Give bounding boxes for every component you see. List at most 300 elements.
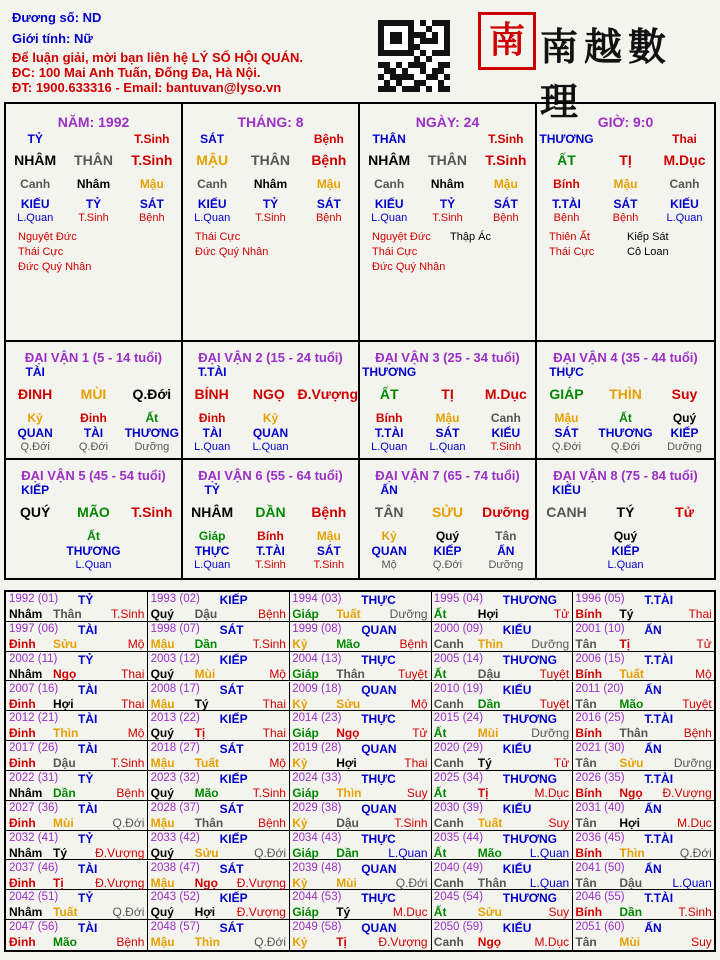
year-label: 2010 (19) [433, 682, 484, 695]
dai-van-title: ĐẠI VẬN 5 (45 - 54 tuổi) [21, 468, 166, 483]
year-stem: Bính [575, 905, 603, 920]
year-stem: Canh [433, 815, 464, 830]
year-star: QUAN [361, 682, 397, 697]
pillar-value: THÂN [428, 152, 467, 168]
year-stem: Ất [433, 786, 447, 800]
year-star: KIẾP [219, 712, 248, 727]
year-cell [431, 801, 573, 831]
year-phase: Bệnh [257, 815, 286, 830]
pillar-row [360, 152, 535, 168]
year-phase: Mộ [127, 726, 145, 741]
year-label: 2046 (55) [575, 891, 625, 904]
year-star: THỰC [361, 831, 396, 846]
year-stem: Canh [433, 696, 464, 711]
year-cell [572, 711, 714, 741]
dai-van-value: THƯƠNG [362, 365, 417, 379]
year-label: 2013 (22) [150, 712, 200, 725]
dai-van-value: SÁT [554, 426, 579, 440]
dai-van-value: THỰC [194, 544, 230, 558]
pillar-value: Canh [20, 177, 51, 191]
dai-van-value: Mộ [381, 559, 397, 571]
year-label: 2029 (38) [292, 801, 342, 814]
year-branch: Dần [619, 905, 643, 920]
star-label: Đức Quý Nhân [195, 246, 269, 258]
year-stem: Kỷ [292, 756, 308, 771]
star-label: Nguyệt Đức [18, 231, 77, 243]
dai-van-title: ĐẠI VẬN 3 (25 - 34 tuổi) [375, 350, 520, 365]
year-cell [6, 771, 148, 801]
year-label: 1992 (01) [9, 593, 59, 605]
year-branch: Mùi [53, 815, 74, 830]
dai-van-value: TÀI [83, 426, 104, 440]
dai-van-title: ĐẠI VẬN 4 (35 - 44 tuổi) [553, 350, 698, 365]
dai-van-value: Quý [672, 411, 697, 425]
year-phase: Suy [548, 815, 570, 830]
year-label: 2021 (30) [575, 742, 625, 755]
year-phase: Suy [406, 786, 428, 800]
dai-van-value: Ất [619, 411, 632, 425]
year-star: KIẾU [502, 682, 532, 697]
year-star: KIẾU [502, 622, 532, 637]
pillar-row [537, 197, 714, 211]
year-cell [289, 771, 431, 801]
dai-van-row [6, 411, 181, 425]
year-stem: Kỷ [292, 875, 308, 890]
year-label: 2028 (37) [150, 801, 200, 814]
dai-van-title: ĐẠI VẬN 2 (15 - 24 tuổi) [198, 350, 343, 365]
dai-van-value: KIẾU [491, 426, 521, 440]
year-branch: Dần [477, 696, 501, 711]
year-phase: M.Dục [392, 905, 428, 920]
year-star: KIẾP [219, 652, 248, 667]
dai-van-row [360, 483, 535, 497]
dai-van-row [537, 411, 714, 425]
year-stem: Giáp [292, 905, 319, 920]
pillar-value: THƯƠNG [539, 132, 594, 146]
pillar-row [360, 132, 535, 146]
year-stem: Nhâm [9, 607, 43, 621]
year-stem: Quý [150, 607, 174, 621]
dai-van-value [655, 483, 714, 497]
logo-text: 南越數理 [540, 24, 673, 124]
year-phase: Q.Đới [254, 935, 286, 950]
pillar-value: T.Sinh [488, 132, 524, 146]
year-star: KIẾU [502, 921, 532, 936]
year-cell [431, 861, 573, 891]
pillar-row [183, 132, 358, 146]
dai-van-value: QUAN [252, 426, 289, 440]
year-branch: Mão [194, 786, 219, 800]
year-cell [148, 682, 290, 712]
year-label: 2045 (54) [433, 891, 484, 904]
pillar-value: Bệnh [553, 212, 580, 224]
year-stem: Mậu [150, 875, 175, 890]
year-stem: Nhâm [9, 845, 43, 860]
dai-van-value [300, 483, 358, 497]
year-label: 2019 (28) [292, 742, 342, 755]
stars-right [627, 230, 669, 260]
year-cell [148, 652, 290, 682]
dai-van-value: THỰC [549, 365, 584, 379]
year-star: QUAN [361, 622, 397, 637]
dai-van-value: Dưỡng [134, 441, 170, 453]
year-phase: Tử [412, 726, 428, 741]
dai-van-value: Q.Đới [132, 386, 172, 402]
pillar-value: Bệnh [492, 212, 519, 224]
star-label: Thái Cực [372, 246, 418, 258]
year-label: 2002 (11) [9, 652, 58, 665]
header-line-gender: Giới tính: Nữ [12, 31, 93, 46]
pillar-row [183, 177, 358, 191]
year-branch: Thìn [53, 726, 79, 741]
year-label: 2033 (42) [150, 831, 200, 844]
dai-van-value: THƯƠNG [124, 426, 179, 440]
dai-van-row [6, 386, 181, 402]
star-label: Thái Cực [195, 231, 241, 243]
year-label: 2031 (40) [575, 801, 625, 814]
year-phase: T.Sinh [678, 905, 712, 920]
year-phase: Đ.Vượng [236, 905, 286, 920]
pillar-value: Canh [197, 177, 228, 191]
pillar-value: Canh [669, 177, 700, 191]
year-stem: Tân [575, 696, 597, 711]
dai-van-value: CANH [546, 504, 587, 520]
pillar-value: SÁT [493, 197, 518, 211]
year-cell [148, 771, 290, 801]
year-cell [572, 682, 714, 712]
dai-van-value: Canh [490, 411, 521, 425]
dai-van-value: GIÁP [549, 386, 584, 402]
year-phase: L.Quan [529, 845, 570, 860]
dai-van-value [123, 559, 181, 571]
year-cell [572, 890, 714, 920]
year-label: 2004 (13) [292, 652, 342, 665]
year-label: 2017 (26) [9, 742, 59, 755]
dai-van-value [300, 365, 358, 379]
pillar-value: TỶ [262, 197, 279, 211]
year-stem: Canh [433, 875, 464, 890]
year-stem: Đinh [9, 935, 36, 950]
year-phase: M.Dục [534, 786, 570, 800]
dai-van-value [596, 483, 655, 497]
dai-van-value: TỊ [441, 386, 454, 402]
year-branch: Tý [336, 905, 351, 920]
pillar-value: Mậu [493, 177, 518, 191]
year-cell [289, 622, 431, 652]
year-stem: Bính [575, 786, 603, 800]
year-label: 2011 (20) [575, 682, 624, 695]
dai-van-value: QUÝ [19, 504, 51, 520]
year-cell [148, 622, 290, 652]
year-cell [431, 711, 573, 741]
year-star: THỰC [361, 772, 396, 786]
year-branch: Tuất [619, 666, 644, 681]
dai-van-row [537, 483, 714, 497]
year-cell [148, 920, 290, 950]
year-branch: Tuất [53, 905, 78, 920]
dai-van-row [537, 504, 714, 520]
dai-van-value: SÁT [435, 426, 460, 440]
dai-van-value: T.Sinh [313, 559, 345, 571]
dai-van-value: Q.Đới [20, 441, 50, 453]
dai-van-value: Dưỡng [667, 441, 702, 453]
year-cell [431, 771, 573, 801]
dai-van-value: Mậu [316, 529, 341, 543]
year-label: 2027 (36) [9, 801, 59, 814]
dai-van-row [360, 559, 535, 571]
year-phase: Suy [691, 935, 712, 950]
year-star: ẤN [644, 921, 662, 936]
pillar-row [537, 212, 714, 224]
year-branch: Mùi [477, 726, 499, 741]
dai-van-value: TÝ [616, 504, 635, 520]
pillar-row [537, 177, 714, 191]
dai-van-value: KIẾP [21, 483, 50, 497]
year-star: QUAN [361, 742, 397, 757]
dai-van-value: TÀI [25, 365, 45, 379]
year-branch: Hợi [619, 815, 640, 830]
year-cell [289, 801, 431, 831]
pillar-title: THÁNG: 8 [237, 114, 304, 130]
year-stem: Mậu [150, 696, 175, 711]
pillar-row [537, 152, 714, 168]
year-phase: Mộ [269, 756, 286, 771]
pillar-value: T.Sinh [255, 212, 286, 224]
year-cell [289, 711, 431, 741]
year-cell [148, 861, 290, 891]
year-phase: Dưỡng [389, 607, 428, 621]
dai-van-row [537, 386, 714, 402]
year-label: 1995 (04) [433, 593, 484, 605]
year-stem: Nhâm [9, 666, 43, 681]
year-label: 2036 (45) [575, 831, 625, 844]
year-phase: M.Dục [534, 935, 570, 950]
year-branch: Mùi [336, 875, 357, 890]
pillar-value [64, 132, 122, 146]
pillar-value: SÁT [200, 132, 225, 146]
dai-van-cell [6, 460, 183, 578]
star-label: Kiếp Sát [627, 231, 669, 243]
year-star: TỶ [78, 652, 94, 667]
year-label: 2040 (49) [433, 861, 484, 874]
dai-van-value: M.Dục [484, 386, 527, 402]
year-label: 2024 (33) [292, 772, 342, 784]
year-star: ẤN [644, 801, 662, 816]
dai-van-value [655, 529, 714, 543]
year-branch: Tuất [336, 607, 361, 621]
year-star: QUAN [361, 801, 397, 816]
qr-code-icon[interactable] [378, 20, 450, 92]
dai-van-value: Suy [671, 386, 698, 402]
year-stem: Mậu [150, 935, 175, 950]
year-star: THƯƠNG [502, 831, 557, 846]
year-label: 1997 (06) [9, 622, 59, 635]
dai-van-value [64, 483, 122, 497]
dai-van-value: ẤN [380, 483, 398, 497]
year-cell [148, 831, 290, 861]
stars-left [549, 230, 594, 260]
year-stem: Giáp [292, 845, 319, 860]
year-cell [572, 801, 714, 831]
year-stem: Bính [575, 726, 603, 741]
year-phase: Đ.Vượng [662, 786, 712, 800]
year-star: TÀI [78, 622, 98, 637]
dai-van-value: ĐINH [18, 386, 53, 402]
pillar-value: L.Quan [666, 212, 703, 224]
year-star: SÁT [219, 622, 244, 637]
year-stem: Bính [575, 607, 603, 621]
annual-table [4, 590, 716, 952]
dai-van-title: ĐẠI VẬN 8 (75 - 84 tuổi) [553, 468, 698, 483]
year-stem: Tân [575, 815, 597, 830]
year-cell [289, 682, 431, 712]
dai-van-cell [360, 460, 537, 578]
year-cell [6, 741, 148, 771]
dai-van-value: L.Quan [75, 559, 112, 571]
pillar-value: M.Dục [663, 152, 706, 168]
pillar-value: Nhâm [76, 177, 111, 191]
year-cell [289, 920, 431, 950]
year-branch: Tuất [194, 756, 220, 771]
year-cell [431, 831, 573, 861]
pillar-value [596, 132, 655, 146]
year-stem: Đinh [9, 756, 36, 771]
year-label: 2005 (14) [433, 652, 484, 665]
dai-van-cell [537, 460, 714, 578]
year-star: TỶ [78, 831, 94, 846]
year-star: T.TÀI [644, 652, 674, 667]
dai-van-value: Dưỡng [482, 504, 530, 520]
dai-van-value: T.TÀI [256, 544, 285, 558]
dai-van-value [123, 483, 181, 497]
dai-van-row [360, 411, 535, 425]
pillar-value: L.Quan [371, 212, 408, 224]
dai-van-title: ĐẠI VẬN 7 (65 - 74 tuổi) [375, 468, 520, 483]
dai-van-value [418, 483, 476, 497]
dai-van-row [183, 529, 358, 543]
year-cell [148, 890, 290, 920]
year-branch: Tị [619, 636, 631, 651]
year-label: 2016 (25) [575, 712, 625, 725]
year-phase: Thai [688, 607, 712, 621]
year-phase: Mộ [269, 666, 286, 681]
year-label: 2030 (39) [433, 801, 484, 814]
year-branch: Tị [477, 786, 489, 800]
dai-van-row [537, 441, 714, 453]
dai-van-row [537, 544, 714, 558]
year-cell [6, 652, 148, 682]
dai-van-value [6, 559, 64, 571]
header-line-contact: Để luận giải, mời bạn liên hệ LÝ SỐ HỘI QUÁN. [12, 50, 303, 65]
pillar-value [241, 132, 299, 146]
dai-van-value: Quý [613, 529, 638, 543]
year-stem: Tân [575, 756, 597, 771]
year-cell [431, 592, 573, 622]
pillar-value: Bệnh [315, 212, 342, 224]
year-label: 2034 (43) [292, 831, 342, 844]
star-label: Cô Loan [627, 246, 669, 258]
pillar-row [183, 152, 358, 168]
year-label: 2000 (09) [433, 622, 484, 635]
year-branch: Dần [336, 845, 359, 860]
pillar-value: T.Sinh [432, 212, 463, 224]
year-phase: Tuyệt [398, 666, 428, 681]
dai-van-row [537, 529, 714, 543]
year-star: THỰC [361, 593, 396, 607]
year-cell [148, 711, 290, 741]
year-star: SÁT [219, 921, 244, 936]
year-star: THƯƠNG [502, 712, 557, 727]
year-stem: Quý [150, 786, 174, 800]
dai-van-value: Mậu [435, 411, 460, 425]
dai-van-value [300, 411, 358, 425]
year-phase: Suy [548, 905, 570, 920]
dai-van-value: DẦN [255, 504, 286, 520]
year-label: 2038 (47) [150, 861, 200, 874]
dai-van-row [360, 544, 535, 558]
year-stem: Ất [433, 726, 447, 741]
year-cell [289, 831, 431, 861]
year-label: 1996 (05) [575, 593, 625, 605]
dai-van-value: KIẾP [670, 426, 699, 440]
year-stem: Quý [150, 845, 174, 860]
dai-van-value: TÀI [202, 426, 222, 440]
dai-van-row [537, 559, 714, 571]
year-star: T.TÀI [644, 831, 674, 846]
dai-van-value: Q.Đới [551, 441, 582, 453]
dai-van-value: QUAN [17, 426, 53, 440]
year-branch: Dậu [336, 815, 359, 830]
year-branch: Thìn [194, 935, 220, 950]
dai-van-value: KIẾP [433, 544, 462, 558]
year-stem: Nhâm [9, 786, 43, 800]
dai-van-value: SÁT [316, 544, 341, 558]
year-stem: Đinh [9, 726, 36, 741]
pillar-value: Mậu [316, 177, 341, 191]
year-cell [572, 861, 714, 891]
dai-van-row [360, 426, 535, 440]
year-phase: Đ.Vượng [95, 845, 145, 860]
year-label: 2006 (15) [575, 652, 625, 665]
year-phase: Bệnh [116, 786, 145, 800]
year-stem: Giáp [292, 786, 319, 800]
year-cell [6, 920, 148, 950]
year-stem: Tân [575, 875, 597, 890]
year-phase: T.Sinh [394, 815, 428, 830]
pillar-value: Thai [672, 132, 697, 146]
year-cell [289, 741, 431, 771]
year-branch: Ngọ [336, 726, 360, 741]
year-phase: Q.Đới [679, 845, 712, 860]
pillar-value: Bệnh [313, 132, 344, 146]
year-phase: Tuyệt [539, 696, 570, 711]
year-branch: Thân [619, 726, 649, 741]
year-phase: Mộ [695, 666, 712, 681]
year-branch: Mão [477, 845, 502, 860]
pillar-value: T.Sinh [134, 132, 170, 146]
year-branch: Ngọ [477, 935, 502, 950]
dai-van-row [360, 504, 535, 520]
year-stem: Kỷ [292, 636, 308, 651]
dai-van-row [6, 504, 181, 520]
year-phase: Đ.Vượng [236, 875, 286, 890]
dai-van-row [183, 504, 358, 520]
pillar-value: TỶ [27, 132, 43, 146]
year-star: SÁT [219, 861, 244, 876]
year-label: 2003 (12) [150, 652, 200, 665]
year-star: KIẾU [502, 801, 532, 816]
year-label: 1993 (02) [150, 593, 200, 605]
